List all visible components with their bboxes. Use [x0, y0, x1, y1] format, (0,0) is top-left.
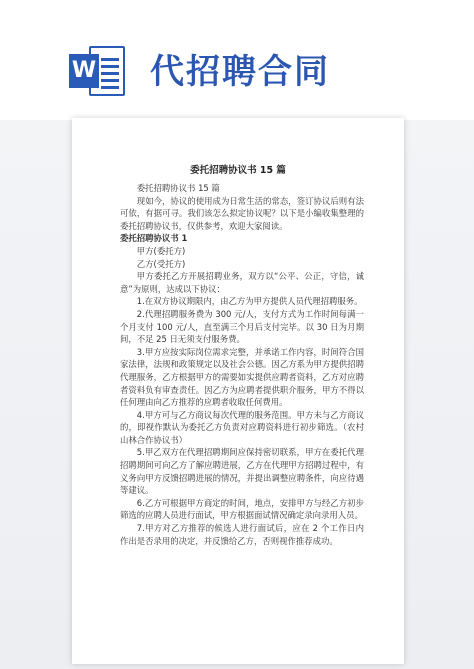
document-paragraph: 委托招聘协议书 15 篇: [136, 183, 220, 193]
word-badge: W: [69, 54, 99, 88]
document-paragraph: 甲方委托乙方开展招聘业务，双方以“公平、公正，守信，诚意”为原则，达成以下协议：: [120, 271, 364, 294]
document-paragraph: 3.甲方应按实际岗位需求完整，并承诺工作内容，时间符合国家法律，法规和政策规定以及社会公德。因乙方系为甲方提供招聘代理服务，乙方根据甲方的需要如实提供应聘者资料，乙方对应聘者资料负有审查责任。因乙方为应聘者提供职介服务，甲方不得以任何理由向乙方推荐的应聘者收取任何费用。: [120, 346, 364, 408]
document-paragraph: 5.甲乙双方在代理招聘期间应保持密切联系，甲方在委托代理招聘期间可向乙方了解应聘进展，乙方在代理甲方招聘过程中，有义务向甲方反馈招聘进展的情况，并提出调整应聘条件，向应待遇等建议。: [120, 447, 364, 496]
header-title: 代招聘合同: [150, 52, 330, 92]
document-paragraph: 委托招聘协议书 1: [120, 233, 188, 244]
document-paragraph: 现如今，协议的使用成为日常生活的常态，签订协议后则有法可依，有据可寻。我们该怎么拟定协议呢？以下是小编收集整理的委托招聘协议书，仅供参考，欢迎大家阅读。: [120, 195, 364, 231]
document-paragraph: 甲方(委托方): [136, 245, 186, 256]
header-banner: [0, 0, 474, 120]
word-document-icon: [69, 42, 127, 100]
document-paragraph: 4.甲方可与乙方商议每次代理的服务范围。甲方未与乙方商议的，即视作默认为委托乙方负责对应聘资料进行初步筛选。（农村山林合作协议书）: [120, 409, 364, 445]
document-body: [120, 182, 364, 547]
document-paragraph: 1.在双方协议期限内，由乙方为甲方提供人员代理招聘服务。: [136, 296, 363, 307]
document-paragraph: 2.代理招聘服务费为 300 元/人，支付方式为工作时间每满一个月支付 100 元/人，直至满三个月后支付完毕。以 30 日为月期间，不足 25 日无须支付服务费。: [120, 308, 364, 345]
document-paragraph: 6.乙方可根据甲方商定的时间，地点，安排甲方与经乙方初步筛选的应聘人员进行面试，甲方根据面试情况确定录向录用人员。: [120, 497, 364, 521]
document-title: 委托招聘协议书 15 篇: [190, 165, 286, 176]
document-page: [72, 118, 404, 664]
document-paragraph: 7.甲方对乙方推荐的候选人进行面试后，应在 2 个工作日内作出是否录用的决定，并反馈给乙方，否则视作推荐成功。: [120, 523, 364, 546]
document-paragraph: 乙方(受托方): [136, 258, 186, 269]
